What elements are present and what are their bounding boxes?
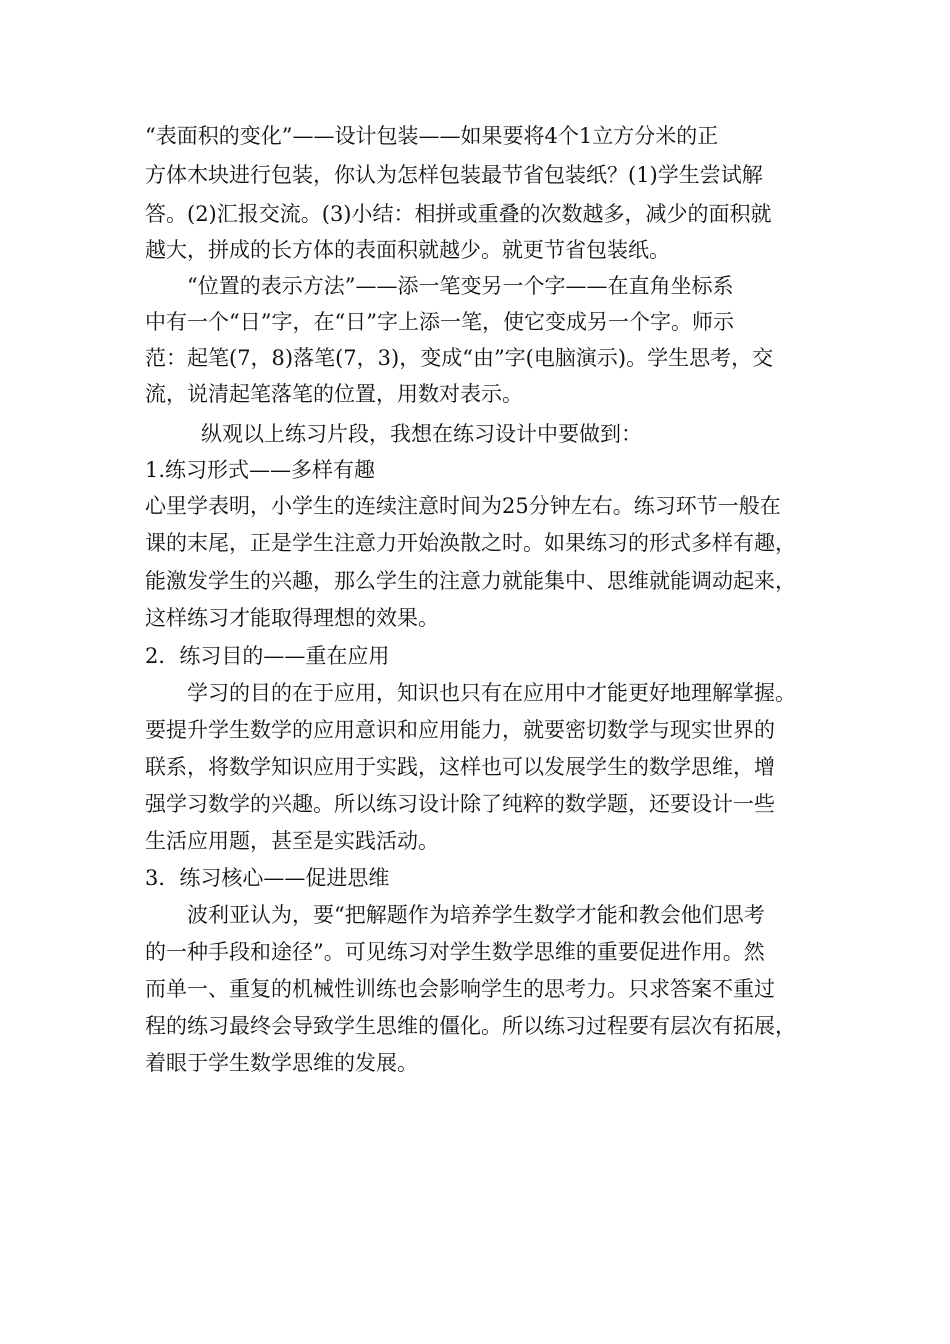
text-line: 的一种手段和途径”。可见练习对学生数学思维的重要促进作用。然	[145, 940, 765, 964]
text-line: 心里学表明，小学生的连续注意时间为25分钟左右。练习环节一般在	[145, 494, 781, 518]
text-line: 学习的目的在于应用，知识也只有在应用中才能更好地理解掌握。	[187, 681, 796, 705]
section-heading: 2．练习目的——重在应用	[145, 644, 390, 668]
text-line: 波利亚认为，要“把解题作为培养学生数学才能和教会他们思考	[187, 903, 765, 927]
text-line: 这样练习才能取得理想的效果。	[145, 606, 439, 630]
text-line: 着眼于学生数学思维的发展。	[145, 1051, 418, 1075]
text-line: 纵观以上练习片段，我想在练习设计中要做到：	[201, 422, 642, 446]
text-line: 方体木块进行包装，你认为怎样包装最节省包装纸？(1)学生尝试解	[145, 163, 763, 187]
text-line: 联系，将数学知识应用于实践，这样也可以发展学生的数学思维，增	[145, 755, 775, 779]
text-line: 生活应用题，甚至是实践活动。	[145, 829, 439, 853]
section-heading: 3．练习核心——促进思维	[145, 866, 390, 890]
text-line: “表面积的变化”——设计包装——如果要将4个1立方分米的正	[145, 124, 719, 148]
section-heading: 1.练习形式——多样有趣	[145, 458, 376, 482]
text-line: 流，说清起笔落笔的位置，用数对表示。	[145, 382, 523, 406]
text-line: 越大，拼成的长方体的表面积就越少。就更节省包装纸。	[145, 238, 670, 262]
text-line: 而单一、重复的机械性训练也会影响学生的思考力。只求答案不重过	[145, 977, 775, 1001]
text-line: 要提升学生数学的应用意识和应用能力，就要密切数学与现实世界的	[145, 718, 775, 742]
text-line: “位置的表示方法”——添一笔变另一个字——在直角坐标系	[187, 274, 734, 298]
text-line: 程的练习最终会导致学生思维的僵化。所以练习过程要有层次有拓展，	[145, 1014, 796, 1038]
text-line: 中有一个“日”字，在“日”字上添一笔，使它变成另一个字。师示	[145, 310, 734, 334]
text-line: 课的末尾，正是学生注意力开始涣散之时。如果练习的形式多样有趣，	[145, 531, 796, 555]
text-line: 强学习数学的兴趣。所以练习设计除了纯粹的数学题，还要设计一些	[145, 792, 775, 816]
text-line: 能激发学生的兴趣，那么学生的注意力就能集中、思维就能调动起来，	[145, 569, 796, 593]
text-line: 答。(2)汇报交流。(3)小结：相拼或重叠的次数越多，减少的面积就	[145, 202, 772, 226]
text-line: 范：起笔(7，8)落笔(7，3)，变成“由”字(电脑演示)。学生思考，交	[145, 346, 774, 370]
